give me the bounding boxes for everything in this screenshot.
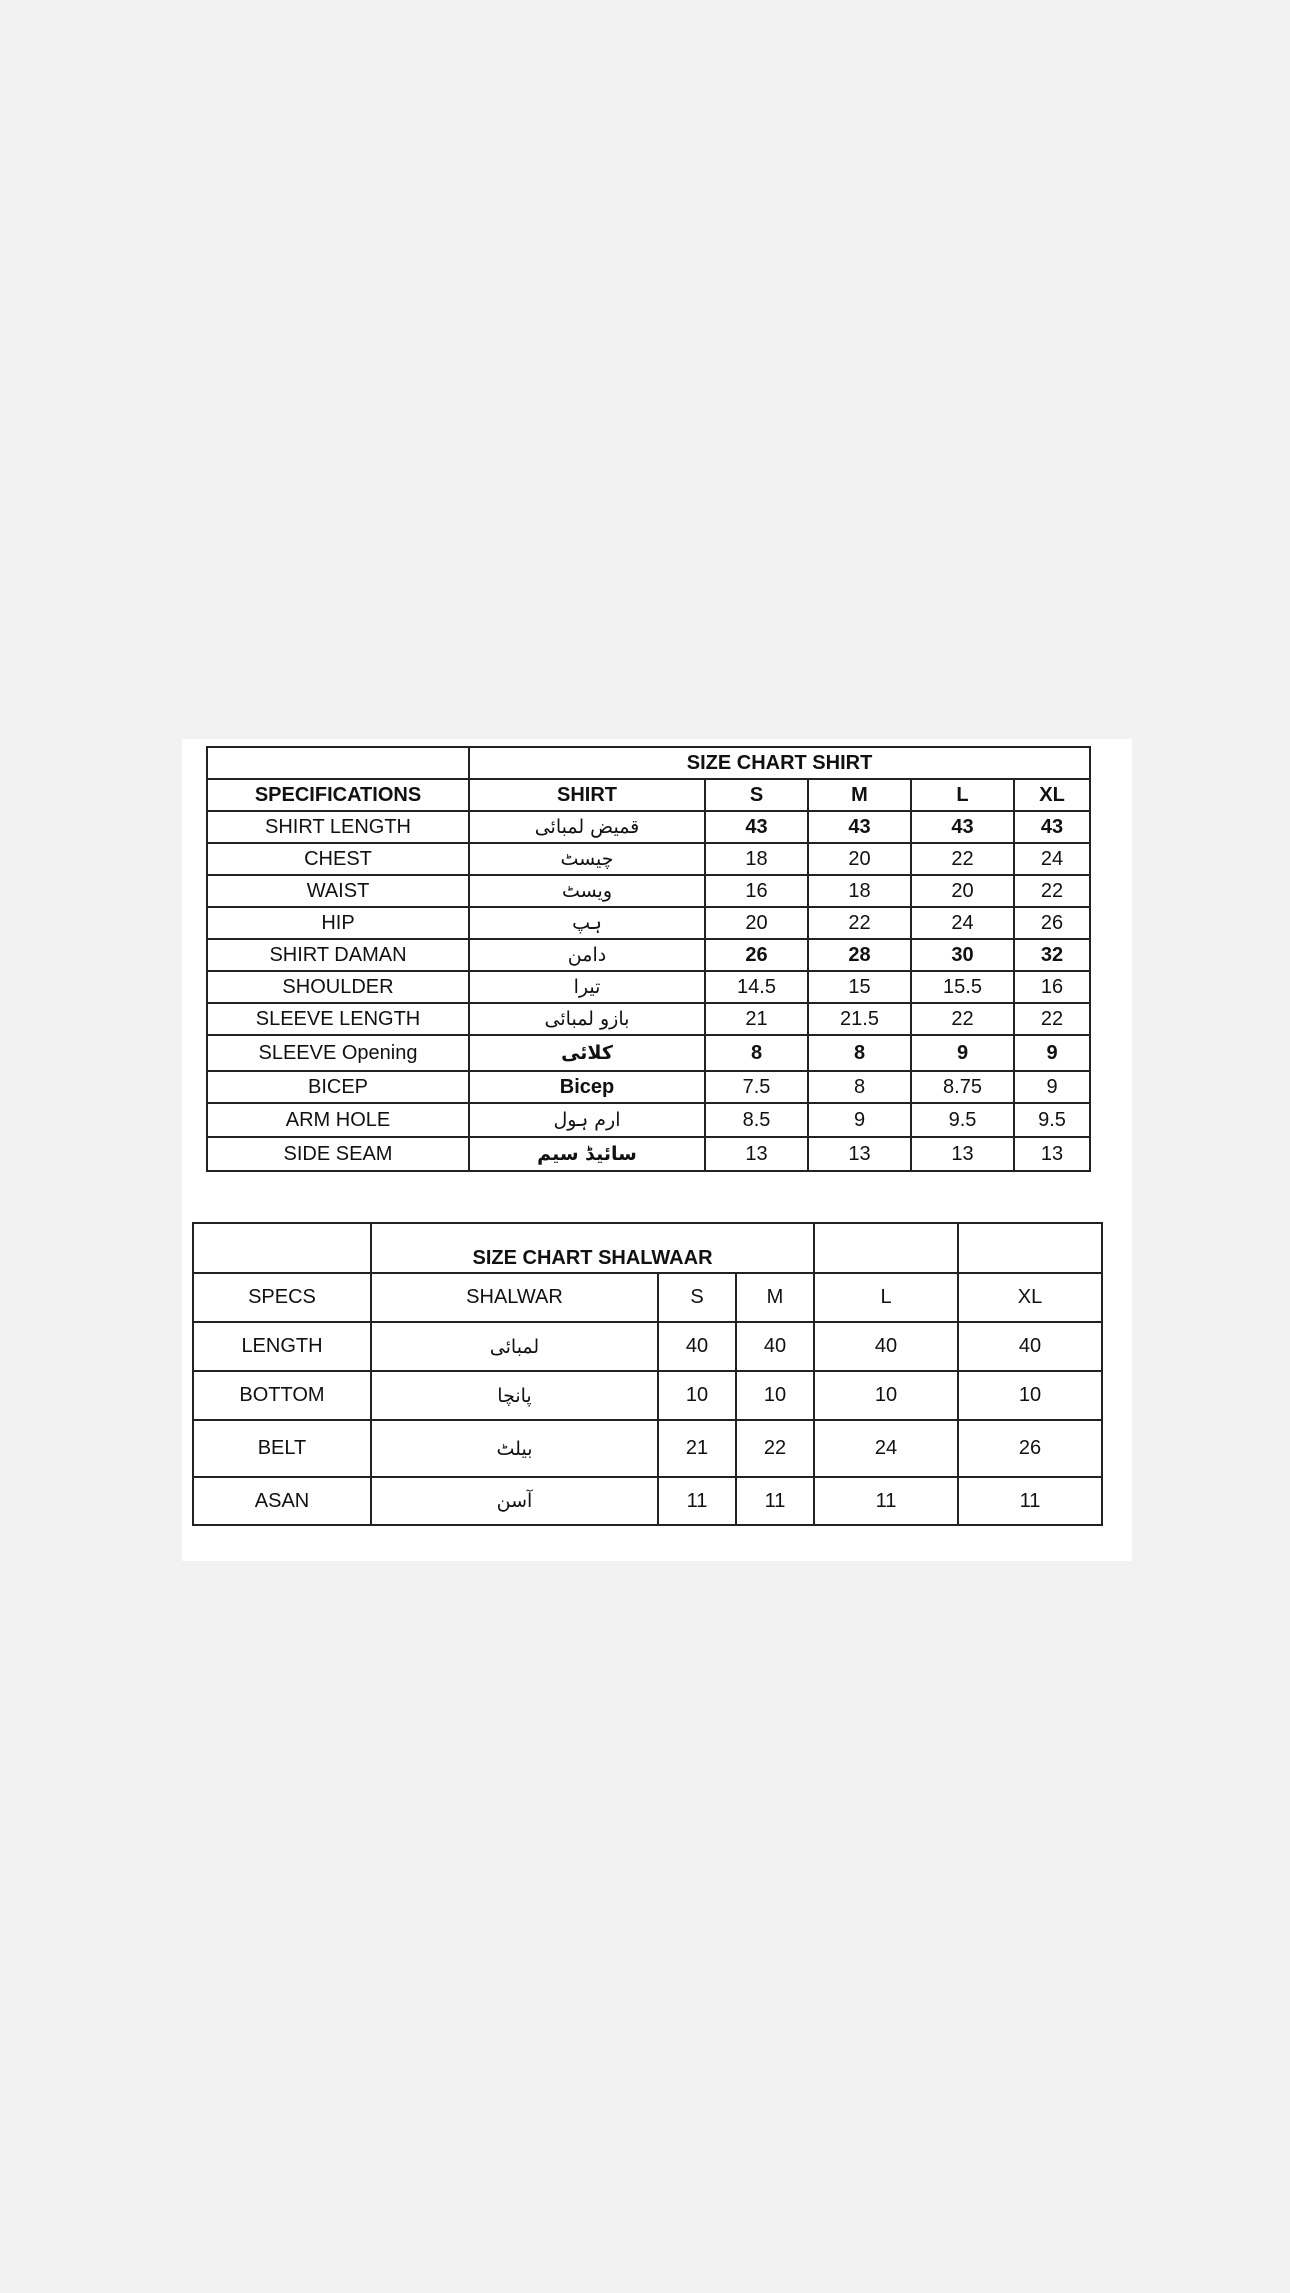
spec-label: BOTTOM <box>193 1371 371 1420</box>
urdu-label: سائیڈ سیم <box>469 1137 705 1171</box>
table-row <box>207 939 1090 971</box>
urdu-label: بیلٹ <box>371 1420 658 1477</box>
value-l: 24 <box>814 1420 958 1477</box>
header-size-m: M <box>736 1273 814 1322</box>
header-size-s: S <box>658 1273 736 1322</box>
shirt-chart-title: SIZE CHART SHIRT <box>469 747 1090 779</box>
urdu-label: تیرا <box>469 971 705 1003</box>
urdu-label: بازو لمبائی <box>469 1003 705 1035</box>
value-l: 10 <box>814 1371 958 1420</box>
header-size-xl: XL <box>958 1273 1102 1322</box>
value-xl: 32 <box>1014 939 1090 971</box>
table-row <box>207 1071 1090 1103</box>
urdu-label: چیسٹ <box>469 843 705 875</box>
value-s: 7.5 <box>705 1071 808 1103</box>
table-header-row <box>193 1273 1102 1322</box>
urdu-label: کلائی <box>469 1035 705 1071</box>
empty-cell <box>207 747 469 779</box>
table-title-row <box>193 1223 1102 1273</box>
table-row <box>207 1003 1090 1035</box>
value-xl: 22 <box>1014 1003 1090 1035</box>
value-s: 40 <box>658 1322 736 1371</box>
spec-label: CHEST <box>207 843 469 875</box>
table-title-row <box>207 747 1090 779</box>
value-s: 13 <box>705 1137 808 1171</box>
empty-cell <box>958 1223 1102 1273</box>
header-size-s: S <box>705 779 808 811</box>
value-m: 43 <box>808 811 911 843</box>
value-m: 13 <box>808 1137 911 1171</box>
value-s: 11 <box>658 1477 736 1525</box>
spec-label: WAIST <box>207 875 469 907</box>
value-xl: 10 <box>958 1371 1102 1420</box>
value-s: 8.5 <box>705 1103 808 1137</box>
value-l: 40 <box>814 1322 958 1371</box>
value-xl: 11 <box>958 1477 1102 1525</box>
empty-cell <box>814 1223 958 1273</box>
value-xl: 16 <box>1014 971 1090 1003</box>
header-shalwar: SHALWAR <box>371 1273 658 1322</box>
value-xl: 43 <box>1014 811 1090 843</box>
value-s: 20 <box>705 907 808 939</box>
value-l: 22 <box>911 1003 1014 1035</box>
value-l: 9.5 <box>911 1103 1014 1137</box>
spec-label: ARM HOLE <box>207 1103 469 1137</box>
spec-label: BELT <box>193 1420 371 1477</box>
value-m: 8 <box>808 1035 911 1071</box>
table-row <box>193 1477 1102 1525</box>
header-size-xl: XL <box>1014 779 1090 811</box>
header-size-l: L <box>814 1273 958 1322</box>
value-xl: 22 <box>1014 875 1090 907</box>
spec-label: SLEEVE Opening <box>207 1035 469 1071</box>
value-s: 14.5 <box>705 971 808 1003</box>
urdu-label: ہپ <box>469 907 705 939</box>
value-l: 9 <box>911 1035 1014 1071</box>
table-row <box>207 843 1090 875</box>
value-xl: 26 <box>1014 907 1090 939</box>
value-l: 43 <box>911 811 1014 843</box>
value-xl: 9 <box>1014 1071 1090 1103</box>
value-xl: 9 <box>1014 1035 1090 1071</box>
spec-label: BICEP <box>207 1071 469 1103</box>
value-xl: 24 <box>1014 843 1090 875</box>
value-s: 21 <box>705 1003 808 1035</box>
value-l: 11 <box>814 1477 958 1525</box>
value-s: 8 <box>705 1035 808 1071</box>
value-xl: 9.5 <box>1014 1103 1090 1137</box>
shalwar-chart-title: SIZE CHART SHALWAAR <box>371 1223 814 1273</box>
urdu-label: لمبائی <box>371 1322 658 1371</box>
table-row <box>207 971 1090 1003</box>
value-xl: 13 <box>1014 1137 1090 1171</box>
value-s: 16 <box>705 875 808 907</box>
value-m: 22 <box>736 1420 814 1477</box>
table-row <box>207 1035 1090 1071</box>
spec-label: LENGTH <box>193 1322 371 1371</box>
table-row <box>207 811 1090 843</box>
header-size-m: M <box>808 779 911 811</box>
urdu-label: دامن <box>469 939 705 971</box>
spec-label: HIP <box>207 907 469 939</box>
urdu-label: قمیض لمبائی <box>469 811 705 843</box>
header-size-l: L <box>911 779 1014 811</box>
value-l: 8.75 <box>911 1071 1014 1103</box>
value-l: 30 <box>911 939 1014 971</box>
value-m: 20 <box>808 843 911 875</box>
table-row <box>193 1322 1102 1371</box>
table-row <box>193 1420 1102 1477</box>
value-s: 10 <box>658 1371 736 1420</box>
table-row <box>207 875 1090 907</box>
value-m: 9 <box>808 1103 911 1137</box>
spec-label: SLEEVE LENGTH <box>207 1003 469 1035</box>
spec-label: SIDE SEAM <box>207 1137 469 1171</box>
header-specs: SPECS <box>193 1273 371 1322</box>
header-specifications: SPECIFICATIONS <box>207 779 469 811</box>
value-m: 11 <box>736 1477 814 1525</box>
table-row <box>193 1371 1102 1420</box>
spec-label: SHIRT DAMAN <box>207 939 469 971</box>
value-l: 15.5 <box>911 971 1014 1003</box>
value-l: 13 <box>911 1137 1014 1171</box>
value-m: 21.5 <box>808 1003 911 1035</box>
value-m: 28 <box>808 939 911 971</box>
shalwar-size-chart-table <box>192 1222 1103 1526</box>
table-row <box>207 1103 1090 1137</box>
urdu-label: Bicep <box>469 1071 705 1103</box>
header-shirt: SHIRT <box>469 779 705 811</box>
value-s: 18 <box>705 843 808 875</box>
urdu-label: ویسٹ <box>469 875 705 907</box>
value-m: 22 <box>808 907 911 939</box>
urdu-label: ارم ہول <box>469 1103 705 1137</box>
empty-cell <box>193 1223 371 1273</box>
spec-label: SHIRT LENGTH <box>207 811 469 843</box>
value-s: 43 <box>705 811 808 843</box>
urdu-label: آسن <box>371 1477 658 1525</box>
urdu-label: پانچا <box>371 1371 658 1420</box>
value-m: 40 <box>736 1322 814 1371</box>
value-l: 24 <box>911 907 1014 939</box>
value-m: 15 <box>808 971 911 1003</box>
table-header-row <box>207 779 1090 811</box>
value-l: 20 <box>911 875 1014 907</box>
value-xl: 40 <box>958 1322 1102 1371</box>
value-s: 26 <box>705 939 808 971</box>
value-m: 8 <box>808 1071 911 1103</box>
value-m: 10 <box>736 1371 814 1420</box>
table-row <box>207 907 1090 939</box>
shirt-size-chart-table <box>206 746 1091 1172</box>
table-row <box>207 1137 1090 1171</box>
value-xl: 26 <box>958 1420 1102 1477</box>
value-l: 22 <box>911 843 1014 875</box>
spec-label: SHOULDER <box>207 971 469 1003</box>
value-s: 21 <box>658 1420 736 1477</box>
spec-label: ASAN <box>193 1477 371 1525</box>
value-m: 18 <box>808 875 911 907</box>
